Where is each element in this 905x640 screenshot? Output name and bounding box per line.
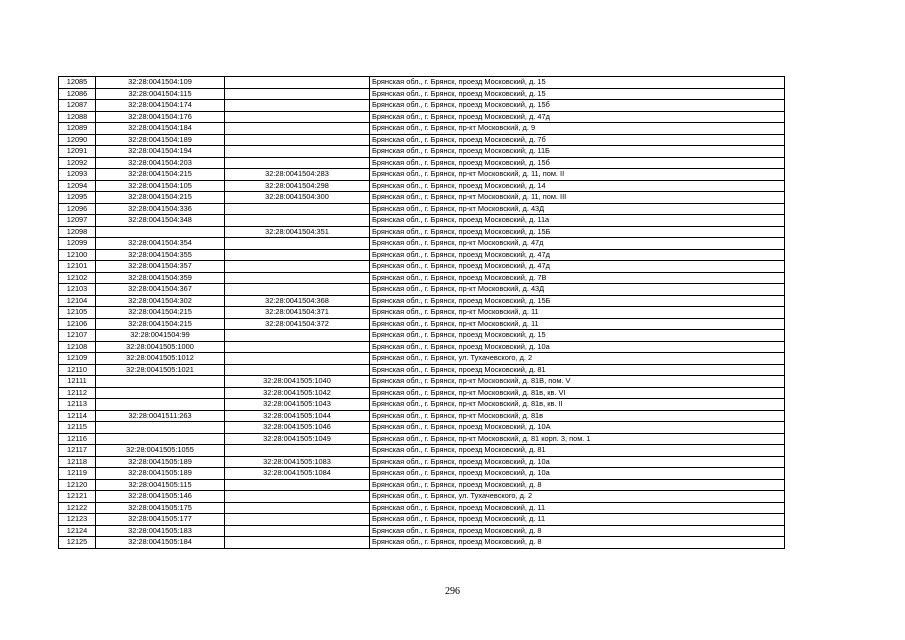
table-row	[59, 77, 785, 89]
parcel-cadastral-number	[96, 433, 225, 445]
property-table	[58, 76, 785, 549]
parcel-cadastral-number: 32:28:0041505:184	[96, 537, 225, 549]
building-cadastral-number: 32:28:0041505:1083	[225, 456, 370, 468]
address-cell: Брянская обл., г. Брянск, проезд Московский, д. 10а	[370, 341, 785, 353]
row-number: 12116	[59, 433, 96, 445]
parcel-cadastral-number: 32:28:0041511:263	[96, 410, 225, 422]
table-row	[59, 307, 785, 319]
building-cadastral-number	[225, 514, 370, 526]
address-cell: Брянская обл., г. Брянск, пр-кт Московский, д. 81в	[370, 410, 785, 422]
building-cadastral-number: 32:28:0041505:1043	[225, 399, 370, 411]
row-number: 12101	[59, 261, 96, 273]
row-number: 12094	[59, 180, 96, 192]
row-number: 12091	[59, 146, 96, 158]
parcel-cadastral-number: 32:28:0041504:105	[96, 180, 225, 192]
parcel-cadastral-number: 32:28:0041505:146	[96, 491, 225, 503]
building-cadastral-number: 32:28:0041505:1040	[225, 376, 370, 388]
building-cadastral-number: 32:28:0041505:1049	[225, 433, 370, 445]
building-cadastral-number: 32:28:0041504:351	[225, 226, 370, 238]
row-number: 12123	[59, 514, 96, 526]
address-cell: Брянская обл., г. Брянск, проезд Московский, д. 47д	[370, 261, 785, 273]
building-cadastral-number	[225, 491, 370, 503]
table-row	[59, 180, 785, 192]
address-cell: Брянская обл., г. Брянск, проезд Московский, д. 10а	[370, 468, 785, 480]
row-number: 12095	[59, 192, 96, 204]
row-number: 12098	[59, 226, 96, 238]
address-cell: Брянская обл., г. Брянск, пр-кт Московский, д. 9	[370, 123, 785, 135]
row-number: 12114	[59, 410, 96, 422]
parcel-cadastral-number: 32:28:0041504:348	[96, 215, 225, 227]
building-cadastral-number	[225, 330, 370, 342]
address-cell: Брянская обл., г. Брянск, пр-кт Московский, д. 81В, пом. V	[370, 376, 785, 388]
building-cadastral-number	[225, 502, 370, 514]
parcel-cadastral-number: 32:28:0041504:354	[96, 238, 225, 250]
table-row	[59, 249, 785, 261]
building-cadastral-number	[225, 341, 370, 353]
table-row	[59, 318, 785, 330]
address-cell: Брянская обл., г. Брянск, проезд Московский, д. 15	[370, 88, 785, 100]
parcel-cadastral-number: 32:28:0041504:359	[96, 272, 225, 284]
row-number: 12120	[59, 479, 96, 491]
building-cadastral-number: 32:28:0041504:300	[225, 192, 370, 204]
table-row	[59, 399, 785, 411]
parcel-cadastral-number: 32:28:0041505:1000	[96, 341, 225, 353]
building-cadastral-number	[225, 88, 370, 100]
address-cell: Брянская обл., г. Брянск, пр-кт Московский, д. 11	[370, 318, 785, 330]
table-row	[59, 387, 785, 399]
table-row	[59, 433, 785, 445]
row-number: 12090	[59, 134, 96, 146]
table-row	[59, 203, 785, 215]
parcel-cadastral-number	[96, 399, 225, 411]
parcel-cadastral-number: 32:28:0041505:115	[96, 479, 225, 491]
parcel-cadastral-number	[96, 387, 225, 399]
building-cadastral-number: 32:28:0041504:372	[225, 318, 370, 330]
page-number: 296	[445, 586, 460, 597]
table-row	[59, 100, 785, 112]
table-row	[59, 479, 785, 491]
parcel-cadastral-number: 32:28:0041504:203	[96, 157, 225, 169]
parcel-cadastral-number: 32:28:0041504:215	[96, 169, 225, 181]
address-cell: Брянская обл., г. Брянск, проезд Московский, д. 11а	[370, 215, 785, 227]
address-cell: Брянская обл., г. Брянск, проезд Московский, д. 7В	[370, 272, 785, 284]
table-row	[59, 111, 785, 123]
parcel-cadastral-number: 32:28:0041504:115	[96, 88, 225, 100]
building-cadastral-number	[225, 77, 370, 89]
address-cell: Брянская обл., г. Брянск, пр-кт Московский, д. 43Д	[370, 203, 785, 215]
parcel-cadastral-number	[96, 422, 225, 434]
address-cell: Брянская обл., г. Брянск, пр-кт Московский, д. 11, пом. III	[370, 192, 785, 204]
row-number: 12087	[59, 100, 96, 112]
table-row	[59, 146, 785, 158]
address-cell: Брянская обл., г. Брянск, пр-кт Московский, д. 81в, кв. VI	[370, 387, 785, 399]
parcel-cadastral-number: 32:28:0041504:215	[96, 307, 225, 319]
row-number: 12115	[59, 422, 96, 434]
parcel-cadastral-number: 32:28:0041505:189	[96, 456, 225, 468]
address-cell: Брянская обл., г. Брянск, ул. Тухачевского, д. 2	[370, 353, 785, 365]
building-cadastral-number	[225, 284, 370, 296]
table-row	[59, 364, 785, 376]
row-number: 12092	[59, 157, 96, 169]
building-cadastral-number	[225, 364, 370, 376]
parcel-cadastral-number: 32:28:0041504:194	[96, 146, 225, 158]
parcel-cadastral-number: 32:28:0041504:184	[96, 123, 225, 135]
row-number: 12096	[59, 203, 96, 215]
row-number: 12102	[59, 272, 96, 284]
table-row	[59, 295, 785, 307]
address-cell: Брянская обл., г. Брянск, проезд Московский, д. 8	[370, 525, 785, 537]
row-number: 12105	[59, 307, 96, 319]
building-cadastral-number	[225, 261, 370, 273]
table-row	[59, 525, 785, 537]
building-cadastral-number	[225, 353, 370, 365]
row-number: 12099	[59, 238, 96, 250]
row-number: 12085	[59, 77, 96, 89]
building-cadastral-number	[225, 157, 370, 169]
address-cell: Брянская обл., г. Брянск, проезд Московский, д. 15б	[370, 157, 785, 169]
table-row	[59, 341, 785, 353]
row-number: 12110	[59, 364, 96, 376]
table-row	[59, 88, 785, 100]
table-row	[59, 445, 785, 457]
table-row	[59, 284, 785, 296]
parcel-cadastral-number: 32:28:0041504:176	[96, 111, 225, 123]
building-cadastral-number	[225, 123, 370, 135]
row-number: 12097	[59, 215, 96, 227]
parcel-cadastral-number	[96, 226, 225, 238]
address-cell: Брянская обл., г. Брянск, проезд Московский, д. 8	[370, 479, 785, 491]
building-cadastral-number	[225, 134, 370, 146]
building-cadastral-number: 32:28:0041505:1042	[225, 387, 370, 399]
parcel-cadastral-number: 32:28:0041505:175	[96, 502, 225, 514]
parcel-cadastral-number: 32:28:0041505:177	[96, 514, 225, 526]
parcel-cadastral-number: 32:28:0041504:99	[96, 330, 225, 342]
address-cell: Брянская обл., г. Брянск, пр-кт Московский, д. 81в, кв. II	[370, 399, 785, 411]
table-row	[59, 491, 785, 503]
row-number: 12119	[59, 468, 96, 480]
address-cell: Брянская обл., г. Брянск, проезд Московский, д. 11Б	[370, 146, 785, 158]
parcel-cadastral-number: 32:28:0041504:357	[96, 261, 225, 273]
address-cell: Брянская обл., г. Брянск, пр-кт Московский, д. 47д	[370, 238, 785, 250]
parcel-cadastral-number: 32:28:0041504:355	[96, 249, 225, 261]
address-cell: Брянская обл., г. Брянск, проезд Московский, д. 7б	[370, 134, 785, 146]
row-number: 12086	[59, 88, 96, 100]
address-cell: Брянская обл., г. Брянск, пр-кт Московский, д. 43Д	[370, 284, 785, 296]
table-row	[59, 537, 785, 549]
table-body	[59, 77, 785, 549]
address-cell: Брянская обл., г. Брянск, проезд Московский, д. 10А	[370, 422, 785, 434]
address-cell: Брянская обл., г. Брянск, проезд Московский, д. 10а	[370, 456, 785, 468]
address-cell: Брянская обл., г. Брянск, проезд Московский, д. 15	[370, 330, 785, 342]
row-number: 12103	[59, 284, 96, 296]
address-cell: Брянская обл., г. Брянск, пр-кт Московский, д. 11	[370, 307, 785, 319]
building-cadastral-number	[225, 203, 370, 215]
row-number: 12124	[59, 525, 96, 537]
parcel-cadastral-number: 32:28:0041505:189	[96, 468, 225, 480]
table-row	[59, 272, 785, 284]
address-cell: Брянская обл., г. Брянск, проезд Московский, д. 14	[370, 180, 785, 192]
row-number: 12117	[59, 445, 96, 457]
address-cell: Брянская обл., г. Брянск, ул. Тухачевского, д. 2	[370, 491, 785, 503]
table-row	[59, 169, 785, 181]
parcel-cadastral-number: 32:28:0041504:215	[96, 192, 225, 204]
row-number: 12108	[59, 341, 96, 353]
parcel-cadastral-number: 32:28:0041504:189	[96, 134, 225, 146]
address-cell: Брянская обл., г. Брянск, проезд Московский, д. 47д	[370, 249, 785, 261]
table-row	[59, 330, 785, 342]
row-number: 12100	[59, 249, 96, 261]
building-cadastral-number: 32:28:0041504:298	[225, 180, 370, 192]
address-cell: Брянская обл., г. Брянск, проезд Московский, д. 81	[370, 445, 785, 457]
row-number: 12107	[59, 330, 96, 342]
building-cadastral-number	[225, 537, 370, 549]
address-cell: Брянская обл., г. Брянск, проезд Московский, д. 47д	[370, 111, 785, 123]
building-cadastral-number	[225, 146, 370, 158]
row-number: 12125	[59, 537, 96, 549]
row-number: 12113	[59, 399, 96, 411]
row-number: 12088	[59, 111, 96, 123]
table-row	[59, 261, 785, 273]
address-cell: Брянская обл., г. Брянск, пр-кт Московский, д. 11, пом. II	[370, 169, 785, 181]
address-cell: Брянская обл., г. Брянск, проезд Московский, д. 15б	[370, 100, 785, 112]
row-number: 12111	[59, 376, 96, 388]
building-cadastral-number	[225, 111, 370, 123]
table-row	[59, 134, 785, 146]
parcel-cadastral-number: 32:28:0041505:183	[96, 525, 225, 537]
building-cadastral-number: 32:28:0041504:283	[225, 169, 370, 181]
parcel-cadastral-number: 32:28:0041504:174	[96, 100, 225, 112]
table-row	[59, 215, 785, 227]
address-cell: Брянская обл., г. Брянск, проезд Московский, д. 8	[370, 537, 785, 549]
parcel-cadastral-number: 32:28:0041504:215	[96, 318, 225, 330]
row-number: 12089	[59, 123, 96, 135]
row-number: 12118	[59, 456, 96, 468]
address-cell: Брянская обл., г. Брянск, проезд Московский, д. 11	[370, 502, 785, 514]
building-cadastral-number	[225, 479, 370, 491]
parcel-cadastral-number: 32:28:0041505:1012	[96, 353, 225, 365]
building-cadastral-number: 32:28:0041504:368	[225, 295, 370, 307]
table-row	[59, 376, 785, 388]
table-row	[59, 468, 785, 480]
building-cadastral-number	[225, 272, 370, 284]
row-number: 12104	[59, 295, 96, 307]
building-cadastral-number	[225, 445, 370, 457]
building-cadastral-number: 32:28:0041505:1084	[225, 468, 370, 480]
building-cadastral-number: 32:28:0041505:1044	[225, 410, 370, 422]
parcel-cadastral-number: 32:28:0041504:302	[96, 295, 225, 307]
parcel-cadastral-number: 32:28:0041504:367	[96, 284, 225, 296]
row-number: 12122	[59, 502, 96, 514]
address-cell: Брянская обл., г. Брянск, проезд Московский, д. 15	[370, 77, 785, 89]
row-number: 12109	[59, 353, 96, 365]
address-cell: Брянская обл., г. Брянск, проезд Московский, д. 11	[370, 514, 785, 526]
table-row	[59, 422, 785, 434]
row-number: 12112	[59, 387, 96, 399]
building-cadastral-number: 32:28:0041505:1046	[225, 422, 370, 434]
table-row	[59, 502, 785, 514]
table-row	[59, 353, 785, 365]
building-cadastral-number	[225, 249, 370, 261]
parcel-cadastral-number: 32:28:0041504:109	[96, 77, 225, 89]
building-cadastral-number: 32:28:0041504:371	[225, 307, 370, 319]
row-number: 12093	[59, 169, 96, 181]
parcel-cadastral-number	[96, 376, 225, 388]
table-row	[59, 456, 785, 468]
table-row	[59, 514, 785, 526]
address-cell: Брянская обл., г. Брянск, проезд Московский, д. 15Б	[370, 226, 785, 238]
building-cadastral-number	[225, 215, 370, 227]
address-cell: Брянская обл., г. Брянск, проезд Московский, д. 81	[370, 364, 785, 376]
parcel-cadastral-number: 32:28:0041505:1021	[96, 364, 225, 376]
row-number: 12121	[59, 491, 96, 503]
building-cadastral-number	[225, 525, 370, 537]
parcel-cadastral-number: 32:28:0041505:1055	[96, 445, 225, 457]
building-cadastral-number	[225, 100, 370, 112]
address-cell: Брянская обл., г. Брянск, проезд Московский, д. 15Б	[370, 295, 785, 307]
table-row	[59, 238, 785, 250]
parcel-cadastral-number: 32:28:0041504:336	[96, 203, 225, 215]
building-cadastral-number	[225, 238, 370, 250]
table-row	[59, 410, 785, 422]
table-row	[59, 226, 785, 238]
address-cell: Брянская обл., г. Брянск, пр-кт Московский, д. 81 корп. 3, пом. 1	[370, 433, 785, 445]
table-row	[59, 123, 785, 135]
table-row	[59, 192, 785, 204]
row-number: 12106	[59, 318, 96, 330]
table-row	[59, 157, 785, 169]
